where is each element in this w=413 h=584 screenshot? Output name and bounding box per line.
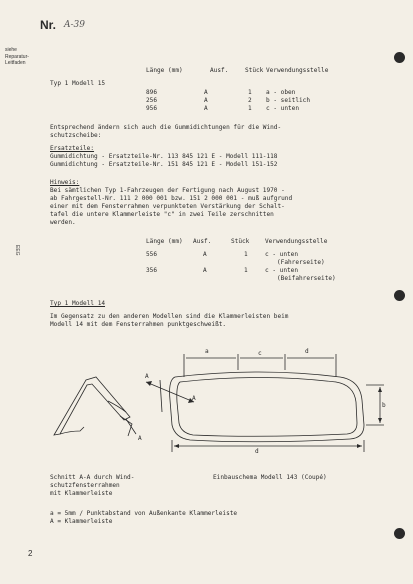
column-header-length: Länge (mm) [146,238,183,245]
table-cell: c - unten [266,105,300,112]
dimension-label-d-bottom: d [255,448,259,455]
text-line: Bei sämtlichen Typ 1-Fahrzeugen der Fertigung nach August 1970 - [50,187,285,194]
table-cell: c - unten [265,251,299,258]
column-header-ausf: Ausf. [193,238,212,245]
text-line: Entsprechend ändern sich auch die Gummidichtungen für die Wind- [50,124,282,131]
text-line: einer mit dem Fensterrahmen verpunkteten Verstärkung der Schalt- [50,203,285,210]
table-cell: 1 [244,267,248,274]
table-cell: 1 [244,251,248,258]
page-number-label: Nr. [40,18,57,32]
windshield-frame-outer [170,372,364,442]
table-cell: A [203,267,207,274]
cross-section-profile [54,377,130,435]
sidebar-line: Reparatur- [5,53,29,60]
table-cell: 2 [248,97,252,104]
text-line: A = Klammerleiste [50,518,113,525]
table-cell: A [203,251,207,258]
text-line: a = 5mm / Punktabstand von Außenkante Klammerleiste [50,510,238,517]
text-line: tafel die untere Klammerleiste "c" in zwei Teile zerschnitten [50,211,274,218]
text-line: Im Gegensatz zu den anderen Modellen sind die Klammerleisten beim [50,313,289,320]
table-cell: 1 [248,89,252,96]
text-line: Gummidichtung - Ersatzteile-Nr. 151 845 121 E - Modell 151-152 [50,161,278,168]
text-line: mit Klammerleiste [50,490,113,497]
table-cell: 1 [248,105,252,112]
text-line: Modell 14 mit dem Fensterrahmen punktgeschweißt. [50,321,227,328]
column-header-stueck: Stück [245,67,264,74]
caption-installation: Einbauschema Modell 143 (Coupé) [213,474,327,481]
table-cell: 256 [146,97,158,104]
section-label-A-left: A [145,373,149,380]
table-cell: a - oben [266,89,296,96]
column-header-stueck: Stück [231,238,250,245]
table-cell: 896 [146,89,158,96]
text-line: ab Fahrgestell-Nr. 111 2 000 001 bzw. 151 2 000 001 - muß aufgrund [50,195,293,202]
text-line: schutzscheibe: [50,132,102,139]
section-label-A-right: A [192,395,196,402]
dimension-label-d-top: d [305,348,309,355]
dimension-label-b: b [382,402,386,409]
table-cell: 956 [146,105,158,112]
column-header-ausf: Ausf. [210,67,229,74]
text-line: werden. [50,219,76,226]
dimension-label-a: a [205,348,209,355]
dimension-label-c: c [258,350,262,357]
windshield-frame-inner [177,378,357,437]
table-cell: A [204,97,208,104]
column-header-use: Verwendungsstelle [265,238,328,245]
table-cell: 556 [146,251,158,258]
text-line: schutzfensterrahmen [50,482,120,489]
column-header-length: Länge (mm) [146,67,183,74]
sidebar-line: siehe [5,47,17,53]
text-line: Gummidichtung - Ersatzteile-Nr. 113 845 121 E - Modell 111-118 [50,153,278,160]
text-line: Schnitt A-A durch Wind- [50,474,135,481]
caption-section [50,474,134,498]
margin-tag: EEG [14,245,20,256]
section-title: Typ 1 Modell 14 [50,300,106,307]
table-cell: b - seitlich [266,97,311,104]
column-header-use: Verwendungsstelle [266,67,329,74]
model-label: Typ 1 Modell 15 [50,80,106,87]
table-cell: A [204,105,208,112]
table-cell: (Fahrerseite) [277,259,325,266]
table-cell: A [204,89,208,96]
page-number: 2 [28,549,33,558]
legend [50,510,237,526]
table-cell: c - unten [265,267,299,274]
page-number-handwritten: A-39 [64,20,85,30]
clip-label-A: A [138,435,142,442]
sidebar-line: Leitfaden [5,60,26,66]
table-cell: (Beifahrerseite) [277,275,336,282]
table-cell: 356 [146,267,158,274]
section-title: Ersatzteile: [50,145,95,152]
section-title: Hinweis: [50,179,80,186]
